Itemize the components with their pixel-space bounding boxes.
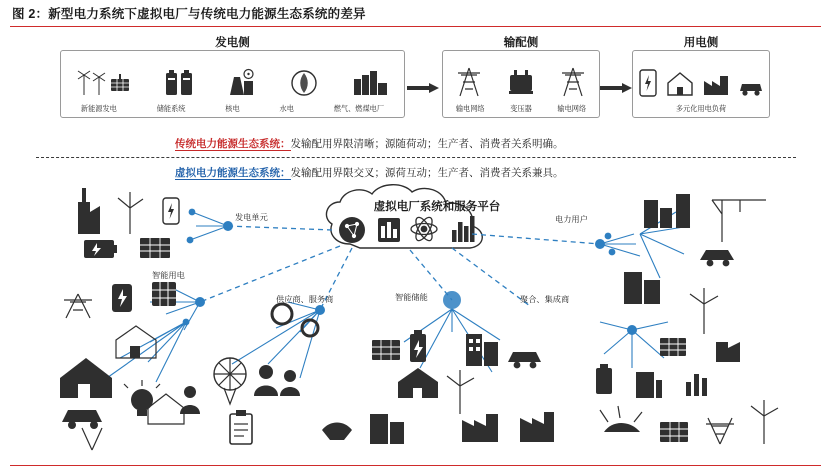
title-divider — [10, 26, 821, 27]
tag-power-user: 电力用户 — [555, 215, 588, 224]
ferris-wheel-icon-net — [214, 358, 246, 404]
battery-storage-icon — [162, 65, 196, 99]
figure-title-bar — [0, 0, 831, 26]
tag-generation-unit: 发电单元 — [235, 213, 268, 222]
caption-grid-1: 输电网络 — [455, 104, 485, 113]
solar-panel-icon-net — [140, 238, 170, 258]
caption-nuclear: 核电 — [225, 104, 240, 113]
caption-storage: 储能系统 — [156, 104, 186, 113]
solar-panel-icon-net-3 — [660, 338, 686, 356]
city-icon-net-right — [644, 194, 690, 228]
legend-traditional-term: 传统电力能源生态系统： — [175, 138, 291, 150]
consumption-side-label: 用电侧 — [683, 37, 719, 49]
person-group-icon-net — [180, 386, 200, 414]
caption-transformer: 变压器 — [510, 104, 532, 113]
office-building-icon-net-2 — [370, 414, 404, 444]
people-handshake-icon-net — [254, 365, 300, 396]
transmission-tower-icon-net-2 — [706, 418, 734, 444]
tag-aggregator: 聚合、集成商 — [520, 295, 570, 304]
apartment-icon-net — [624, 272, 660, 304]
ev-charger-icon-net — [112, 284, 132, 312]
factory-icon-net-right — [716, 342, 740, 362]
car-icon-net-3 — [700, 250, 734, 266]
wind-turbine-icon-net-4 — [751, 400, 778, 444]
page-title: 图 2：新型电力系统下虚拟电厂与传统电力能源生态系统的差异 — [12, 7, 366, 21]
transmission-tower-icon-2 — [558, 65, 588, 99]
meter-icon — [636, 67, 660, 99]
power-plant-icon-net-3 — [520, 412, 554, 442]
legend-traditional — [175, 136, 564, 151]
caption-thermal: 燃气、燃煤电厂 — [333, 104, 385, 113]
generation-side-label: 发电侧 — [215, 37, 250, 49]
fuel-station-icon-net — [636, 372, 662, 398]
factory-icon-net-2 — [462, 414, 498, 442]
tag-smart-grid: 智能用电 — [152, 271, 185, 280]
battery-icon-net-2 — [410, 330, 426, 362]
house-icon-net-4 — [148, 394, 184, 424]
hydro-power-icon — [287, 65, 321, 99]
legend-vpp-desc: 发输配用界限交叉；源荷互动；生产者、消费者关系兼具。 — [290, 167, 564, 179]
wind-turbine-icon-net-2 — [447, 370, 474, 414]
consumption-icon-row — [633, 55, 769, 99]
arrow-right-icon-2 — [600, 80, 632, 90]
legend-traditional-desc: 发输配用界限清晰；源随荷动；生产者、消费者关系明确。 — [290, 138, 564, 150]
caption-diversified-load: 多元化用电负荷 — [675, 104, 727, 113]
wind-solar-icon — [75, 65, 133, 99]
solar-panel-icon-net-4 — [660, 422, 688, 442]
house-icon-net-2 — [60, 358, 112, 398]
power-plant-icon-net-4 — [600, 406, 642, 432]
generation-icon-row — [61, 55, 404, 99]
transmission-tower-icon-net — [64, 294, 92, 318]
nuclear-plant-icon — [224, 65, 258, 99]
section-divider-dashed — [36, 157, 796, 158]
tower-icon-net-left-bottom — [82, 428, 102, 450]
car-icon-net-2 — [508, 352, 541, 368]
tag-smart-storage: 智能储能 — [395, 293, 428, 302]
caption-grid-2: 输电网络 — [557, 104, 587, 113]
factory-icon — [701, 67, 731, 99]
wind-turbine-icon-net-3 — [690, 288, 718, 334]
platform-label: 虚拟电厂系统和服务平台 — [373, 201, 501, 213]
clipboard-icon-net — [230, 410, 252, 444]
crane-icon-net — [712, 200, 766, 242]
office-building-icon-net — [466, 334, 498, 366]
wind-turbine-icon-net — [118, 192, 143, 234]
battery-icon-net — [84, 240, 117, 258]
transmission-side-box — [442, 50, 600, 118]
caption-new-energy: 新能源发电 — [80, 104, 117, 113]
legend-vpp-term: 虚拟电力能源生态系统： — [175, 167, 291, 179]
tag-supply-service: 供应商、服务商 — [276, 295, 334, 304]
house-icon-net-3 — [398, 368, 438, 398]
handshake-icon-net-2 — [322, 423, 352, 441]
arrow-right-icon — [407, 80, 439, 90]
smart-meter-grid-icon-net — [152, 282, 176, 306]
generation-caption-row — [61, 104, 404, 114]
house-icon — [665, 67, 695, 99]
bottom-divider — [10, 465, 821, 466]
factory-icon-net — [78, 188, 100, 234]
house-icon-net-1 — [116, 326, 156, 358]
transmission-icon-row — [443, 55, 599, 99]
battery-icon-net-3 — [596, 364, 612, 394]
meter-icon-net — [163, 198, 179, 224]
caption-hydro: 水电 — [279, 104, 294, 113]
solar-farm-icon-net — [372, 340, 400, 360]
vpp-network-diagram — [0, 182, 831, 464]
generation-side-box — [60, 50, 405, 118]
bar-chart-icon-net — [686, 374, 707, 396]
gear-icon-net — [272, 304, 318, 336]
ev-car-icon-net — [62, 410, 102, 429]
transformer-icon — [506, 65, 536, 99]
transmission-caption-row — [443, 104, 599, 114]
transmission-tower-icon — [454, 65, 484, 99]
consumption-side-box — [632, 50, 770, 118]
transmission-side-label: 输配侧 — [503, 37, 539, 49]
lightbulb-icon-net — [124, 380, 160, 416]
traditional-chain — [60, 36, 770, 131]
network-icons-layer — [0, 182, 831, 464]
legend-vpp — [175, 165, 564, 180]
thermal-plant-icon — [350, 65, 390, 99]
ev-car-icon — [736, 67, 766, 99]
